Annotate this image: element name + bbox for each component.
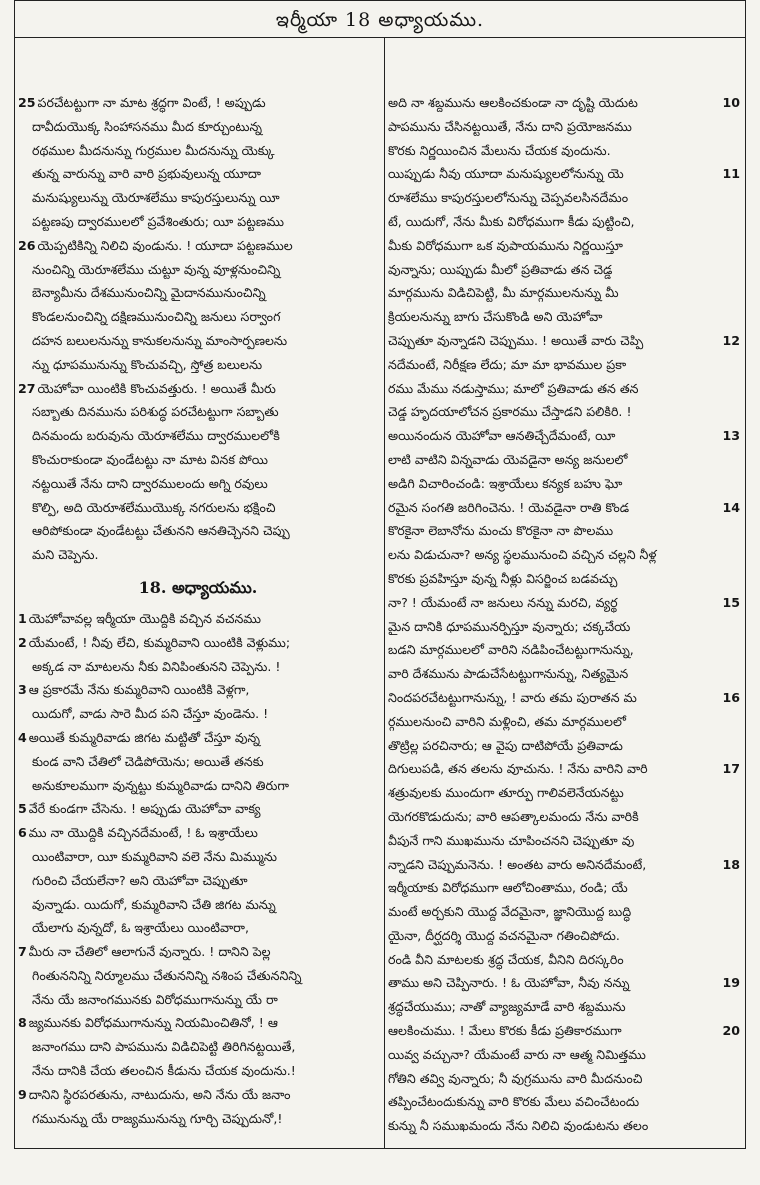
column-divider bbox=[384, 38, 385, 1148]
text-line bbox=[388, 948, 740, 972]
text-line bbox=[18, 678, 378, 702]
text-line bbox=[388, 91, 740, 115]
line-text: దినమందు బరువును యెరూశలేము ద్వారములలోకి bbox=[32, 428, 280, 444]
verse-number: 3 bbox=[18, 682, 27, 698]
text-line bbox=[388, 686, 740, 710]
line-text: అయితే కుమ్మరివాడు జిగట మట్టితో చేస్తూ వున్న bbox=[28, 729, 260, 745]
text-line bbox=[18, 234, 378, 258]
text-line bbox=[18, 893, 378, 917]
text-line bbox=[18, 916, 378, 940]
text-line bbox=[18, 631, 378, 655]
text-line bbox=[388, 377, 740, 401]
text-line bbox=[388, 1043, 740, 1067]
text-line bbox=[388, 757, 740, 781]
line-text: అది నా శబ్దమును ఆలకించకుండా నా దృష్టి యెదుట bbox=[388, 95, 638, 110]
line-text: క్రియలనున్ను బాగు చేసుకొండి అని యెహోవా bbox=[388, 309, 603, 325]
text-line bbox=[388, 615, 740, 639]
verse-number: 19 bbox=[720, 971, 740, 995]
text-line bbox=[388, 519, 740, 543]
line-text: అడిగి విచారించండి: ఇశ్రాయేలు కన్యక బహు ఘో bbox=[388, 475, 623, 491]
line-text: న్ను ధూపమునున్ను కొంచువచ్చి, స్తోత్ర బలులను bbox=[32, 356, 263, 372]
verse-number: 25 bbox=[18, 95, 36, 110]
text-line bbox=[18, 186, 378, 210]
verse-number: 7 bbox=[18, 944, 27, 960]
text-line bbox=[388, 448, 740, 472]
text-line bbox=[388, 424, 740, 448]
text-line bbox=[388, 638, 740, 662]
line-text: పరచేటట్టుగా నా మాట శ్రద్ధగా వింటే, ! అప్పుడు bbox=[37, 95, 266, 110]
text-line bbox=[18, 797, 378, 821]
page-title: ఇర్మీయా 18 అధ్యాయము. bbox=[275, 9, 485, 31]
verse-number: 2 bbox=[18, 634, 27, 650]
line-text: లను విడుచునా? అన్య స్థలమునుంచి వచ్చిన చల్లని నీళ్ల bbox=[388, 547, 657, 563]
verse-number: 10 bbox=[720, 91, 740, 115]
text-line bbox=[18, 1011, 378, 1035]
line-text: నుంచిన్ని యెరూశలేము చుట్టూ వున్న వూళ్లనుంచిన్ని bbox=[32, 261, 281, 277]
text-line bbox=[18, 139, 378, 163]
text-line bbox=[388, 1114, 740, 1138]
line-text: నిందపరచేటట్టుగానున్ను, ! వారు తమ పురాతన మ bbox=[388, 689, 637, 705]
line-text: శత్రువులకు ముందుగా తూర్పు గాలివలెనేయనట్టు bbox=[388, 785, 624, 801]
text-line bbox=[18, 607, 378, 631]
verse-number: 14 bbox=[720, 496, 740, 520]
text-line bbox=[18, 472, 378, 496]
line-text: జనాంగము దాని పాపమును విడిచిపెట్టి తిరిగినట్టయితే, bbox=[32, 1039, 296, 1055]
line-text: మంటే అర్చకుని యొద్ద వేదమైనా, జ్ఞానియొద్ద బుద్ధి bbox=[388, 904, 632, 920]
line-text: వేరే కుండగా చేసెను. ! అప్పుడు యెహోవా వాక్య bbox=[28, 801, 261, 817]
line-text: యిప్పుడు నీవు యూదా మనుష్యులలోనున్ను యె bbox=[388, 166, 624, 182]
text-line bbox=[388, 853, 740, 877]
line-text: యివ్వ వచ్చునా? యేమంటే వారు నా ఆత్మ నిమిత్తము bbox=[388, 1046, 646, 1062]
line-text: తున్న వారున్ను వారి వారి ప్రభువులున్న యూదా bbox=[32, 166, 262, 182]
line-text: మనుష్యులున్ను యెరూశలేము కాపురస్తులున్ను యీ bbox=[32, 190, 280, 206]
verse-number: 6 bbox=[18, 825, 27, 841]
text-line bbox=[18, 1035, 378, 1059]
text-line bbox=[388, 400, 740, 424]
text-line bbox=[388, 472, 740, 496]
text-line bbox=[388, 162, 740, 186]
text-line bbox=[18, 162, 378, 186]
verse-number: 1 bbox=[18, 610, 27, 626]
text-line bbox=[18, 964, 378, 988]
text-line bbox=[18, 258, 378, 282]
text-line bbox=[18, 424, 378, 448]
line-text: ము నా యొద్దికి వచ్చినదేమంటే, ! ఓ ఇశ్రాయేలు bbox=[28, 825, 258, 841]
text-line bbox=[18, 869, 378, 893]
line-text: వీపునే గాని ముఖమును చూపించనని చెప్పుతూ వు bbox=[388, 832, 635, 848]
line-text: రము మేము నడుస్తాము; మాలో ప్రతివాడు తన తన bbox=[388, 380, 639, 396]
line-text: చెప్పుతూ వున్నాడని చెప్పుము. ! అయితే వారు చెప్పి bbox=[388, 332, 644, 348]
text-line bbox=[18, 845, 378, 869]
line-text: వారి దేశమును పాడుచేసేటట్టుగానున్ను, నిత్యమైన bbox=[388, 666, 629, 682]
page-header bbox=[14, 0, 746, 38]
verse-number: 5 bbox=[18, 801, 27, 817]
line-text: అక్కడ నా మాటలను నీకు వినిపింతునని చెప్పెను. ! bbox=[32, 658, 281, 674]
text-line bbox=[18, 353, 378, 377]
line-text: ర్గములనుంచి వారిని మళ్లించి, తమ మార్గములలో bbox=[388, 713, 626, 729]
line-text: కొల్పి, అది యెరూశలేముయొక్క నగరులను భక్షించి bbox=[32, 499, 276, 515]
line-text: లాటి వాటిని విన్నవాడు యెవడైనా అన్య జనులలో bbox=[388, 451, 628, 467]
text-line bbox=[18, 91, 378, 115]
line-text: ఇర్మీయాకు విరోధముగా ఆలోచింతాము, రండి; యే bbox=[388, 880, 628, 896]
line-text: టే, యిదుగో, నేను మీకు విరోధముగా కీడు పుట్టించి, bbox=[388, 213, 635, 229]
line-text: నేను దానికి చేయ తలంచిన కీడును చేయక వుందును.! bbox=[32, 1063, 296, 1079]
line-text: మీకు విరోధముగా ఒక వుపాయమును నిర్ణయిస్తూ bbox=[388, 237, 623, 253]
line-text: గింతుననిన్ని నిర్మూలము చేతుననిన్ని నశింప చేతుననిన్ని bbox=[32, 967, 302, 983]
text-line bbox=[388, 139, 740, 163]
line-text: మార్గమును విడిచిపెట్టి, మీ మార్గములనున్ను మీ bbox=[388, 285, 619, 301]
text-line bbox=[18, 1083, 378, 1107]
text-line bbox=[18, 750, 378, 774]
line-text: నదేమంటే, నిరీక్షణ లేదు; మా మా భావముల ప్రకా bbox=[388, 356, 627, 372]
line-text: వున్నాడు. యిదుగో, కుమ్మరివాని చేతి జిగట మన్ను bbox=[32, 896, 276, 912]
text-line bbox=[388, 781, 740, 805]
line-text: కొండలనుంచిన్ని దక్షిణమునుంచిన్ని జనులు సర్వాంగ bbox=[32, 309, 281, 325]
text-line bbox=[18, 281, 378, 305]
line-text: కుండ వాని చేతిలో చెడిపోయెను; అయితే తనకు bbox=[32, 753, 264, 769]
text-line bbox=[18, 115, 378, 139]
text-line bbox=[18, 1107, 378, 1131]
line-text: రూశలేము కాపురస్తులలోనున్ను చెప్పవలసినదేమం bbox=[388, 190, 629, 206]
line-text: న్నాడని చెప్పుమనెను. ! అంతట వారు అనినదేమంటే, bbox=[388, 856, 647, 872]
line-text: ఆలకించుము. ! మేలు కొరకు కీడు ప్రతికారముగా bbox=[388, 1023, 622, 1039]
line-text: పాపమును చేసినట్టయితే, నేను దాని ప్రయోజనము bbox=[388, 118, 632, 134]
line-text: చెడ్డ హృదయాలోచన ప్రకారము చేస్తాడని పలికిరి. ! bbox=[388, 404, 632, 420]
line-text: రథముల మీదనున్ను గుర్రముల మీదనున్ను యెక్కు bbox=[32, 142, 275, 158]
verse-number: 18 bbox=[720, 853, 740, 877]
text-line bbox=[388, 567, 740, 591]
line-text: యైనా, దీర్ఘదర్శి యొద్ద వచనమైనా గతించిపోదు. bbox=[388, 927, 620, 943]
text-line bbox=[18, 702, 378, 726]
text-line bbox=[388, 234, 740, 258]
line-text: గోతిని తవ్వి వున్నారు; నీ వుగ్రమును వారి మీదనుంచి bbox=[388, 1070, 643, 1086]
text-line bbox=[18, 377, 378, 401]
line-text: మీరు నా చేతిలో ఆలాగునే వున్నారు. ! దానిని పెల్ల bbox=[28, 944, 271, 960]
text-line bbox=[18, 988, 378, 1012]
text-line bbox=[388, 876, 740, 900]
line-text: కొంచురాకుండా వుండేటట్టు నా మాట వినక పోయి bbox=[32, 451, 268, 467]
text-line bbox=[388, 805, 740, 829]
text-line bbox=[388, 971, 740, 995]
line-text: తొట్రిల్ల పరచినారు; ఆ వైపు దాటిపోయే ప్రతివాడు bbox=[388, 737, 623, 753]
line-text: నా? ! యేమంటే నా జనులు నన్ను మరచి, వ్యర్థ bbox=[388, 594, 618, 610]
line-text: కొరకు నిర్ణయించిన మేలును చేయక వుందును. bbox=[388, 142, 611, 158]
text-line bbox=[388, 829, 740, 853]
line-text: యెప్పటికిన్ని నిలిచి వుండును. ! యూదా పట్టణముల bbox=[37, 237, 293, 253]
text-line bbox=[388, 924, 740, 948]
line-text: ఆ ప్రకారమే నేను కుమ్మరివాని యింటికి వెళ్లగా, bbox=[28, 682, 250, 698]
line-text: పట్టణపు ద్వారములలో ప్రవేశింతురు; యీ పట్టణము bbox=[32, 213, 285, 229]
line-text: జ్యమునకు విరోధముగానున్ను నియమించితినో, ! ఆ bbox=[28, 1015, 278, 1031]
line-text: యేలాగు వున్నదో, ఓ ఇశ్రాయేలు యింటివారా, bbox=[32, 920, 249, 936]
line-text: దిగులుపడి, తన తలను వూచును. ! నేను వారిని వారి bbox=[388, 761, 648, 777]
line-text: కొరకు ప్రవహిస్తూ వున్న నీళ్లు విసర్జించ బడవచ్చు bbox=[388, 570, 618, 586]
line-text: నట్టయితే నేను దాని ద్వారములందు అగ్ని రవులు bbox=[32, 475, 268, 491]
text-line bbox=[18, 400, 378, 424]
text-line bbox=[18, 519, 378, 543]
text-line bbox=[18, 448, 378, 472]
text-line bbox=[388, 258, 740, 282]
text-line bbox=[18, 1059, 378, 1083]
verse-number: 4 bbox=[18, 729, 27, 745]
line-text: మని చెప్పెను. bbox=[32, 547, 99, 563]
line-text: అనుకూలముగా వున్నట్టు కుమ్మరివాడు దానిని తిరుగా bbox=[32, 777, 289, 793]
right-column bbox=[388, 91, 740, 1138]
page-bottom-rule bbox=[14, 1148, 746, 1149]
text-line bbox=[388, 186, 740, 210]
text-line bbox=[18, 543, 378, 567]
text-line bbox=[18, 655, 378, 679]
line-text: బడని మార్గములలో వారిని నడిపించేటట్టుగానున్ను, bbox=[388, 642, 634, 658]
text-line bbox=[388, 995, 740, 1019]
line-text: నేను యే జనాంగమునకు విరోధముగానున్ను యే రా bbox=[32, 991, 278, 1007]
verse-number: 16 bbox=[720, 686, 740, 710]
line-text: యెహోవావల్ల ఇర్మీయా యొద్దికి వచ్చిన వచనము bbox=[28, 610, 261, 626]
verse-number: 11 bbox=[720, 162, 740, 186]
text-line bbox=[18, 305, 378, 329]
verse-number: 27 bbox=[18, 380, 36, 396]
line-text: రమైన సంగతి జరిగించెను. ! యెవడైనా రాతి కొండ bbox=[388, 499, 630, 515]
text-line bbox=[388, 305, 740, 329]
line-text: కొరకైనా లెబానోను మంచు కొరకైనా నా పొలము bbox=[388, 523, 614, 539]
text-line bbox=[388, 496, 740, 520]
text-line bbox=[388, 543, 740, 567]
verse-number: 12 bbox=[720, 329, 740, 353]
line-text: అయినందున యెహోవా ఆనతిచ్చేదేమంటే, యీ bbox=[388, 428, 616, 444]
verse-number: 15 bbox=[720, 591, 740, 615]
text-line bbox=[18, 821, 378, 845]
text-line bbox=[388, 1067, 740, 1091]
text-line bbox=[18, 774, 378, 798]
text-line bbox=[18, 940, 378, 964]
text-line bbox=[388, 210, 740, 234]
text-line bbox=[388, 1090, 740, 1114]
line-text: తప్పించేటందుకున్ను వారి కొరకు మేలు వచించేటందు bbox=[388, 1094, 640, 1110]
text-line bbox=[18, 496, 378, 520]
line-text: గురించి చేయలేనా? అని యెహోవా చెప్పుతూ bbox=[32, 872, 248, 888]
left-column bbox=[18, 91, 378, 1130]
verse-number: 8 bbox=[18, 1015, 27, 1031]
line-text: వున్నాను; యిప్పుడు మీలో ప్రతివాడు తన చెడ్డ bbox=[388, 261, 613, 277]
line-text: దావీదుయొక్క సింహాసనము మీద కూర్చుంటున్న bbox=[32, 118, 263, 134]
line-text: మైన దానికి ధూపమునర్పిస్తూ వున్నారు; చక్కచేయ bbox=[388, 618, 631, 634]
verse-number: 20 bbox=[720, 1019, 740, 1043]
line-text: సబ్బాతు దినమును పరిశుద్ధ పరచేటట్టుగా సబ్బాతు bbox=[32, 404, 279, 420]
line-text: కున్ను నీ సముఖమందు నేను నిలిచి వుండుటను తలం bbox=[388, 1118, 649, 1134]
line-text: గమునున్ను యే రాజ్యమునున్ను గూర్చి చెప్పుదునో,! bbox=[32, 1110, 283, 1126]
text-line bbox=[388, 900, 740, 924]
line-text: తాము అని చెప్పినారు. ! ఓ యెహోవా, నీవు నన్ను bbox=[388, 975, 630, 991]
verse-number: 9 bbox=[18, 1086, 27, 1102]
line-text: శ్రద్ధచేయుము; నాతో వ్యాజ్యమాడే వారి శబ్దమును bbox=[388, 999, 626, 1015]
text-line bbox=[388, 281, 740, 305]
line-text: రండి వీని మాటలకు శ్రద్ధ చేయక, వీనిని దిరస్కరిం bbox=[388, 951, 624, 967]
text-line bbox=[388, 115, 740, 139]
verse-number: 13 bbox=[720, 424, 740, 448]
text-line bbox=[18, 329, 378, 353]
line-text: యిదుగో, వాడు సారె మీద పని చేస్తూ వుండెను. ! bbox=[32, 706, 269, 722]
verse-number: 17 bbox=[720, 757, 740, 781]
line-text: దహన బలులనున్ను కానుకలనున్ను మాంసార్పణలను bbox=[32, 332, 288, 348]
line-text: యేమంటే, ! నీవు లేచి, కుమ్మరివాని యింటికి వెళ్లుము; bbox=[28, 634, 291, 650]
line-text: ఆరిపోకుండా వుండేటట్టు చేతునని ఆనతిచ్చెనని చెప్పు bbox=[32, 523, 290, 539]
chapter-heading: 18. అధ్యాయము. bbox=[138, 577, 258, 597]
text-line bbox=[18, 726, 378, 750]
line-text: బెన్యామీను దేశమునుంచిన్ని మైదానమునుంచిన్ని bbox=[32, 285, 266, 301]
line-text: యెహోవా యింటికి కొంచువత్తురు. ! అయితే మీరు bbox=[37, 380, 276, 396]
text-line bbox=[388, 662, 740, 686]
line-text: యెగరకొడుదును; వారి ఆపత్కాలమందు నేను వారికి bbox=[388, 808, 639, 824]
text-line bbox=[388, 734, 740, 758]
text-line bbox=[18, 210, 378, 234]
verse-number: 26 bbox=[18, 237, 36, 253]
text-line bbox=[388, 710, 740, 734]
text-line bbox=[388, 591, 740, 615]
line-text: దానిని స్థిరపరతును, నాటుదును, అని నేను యే జనాం bbox=[28, 1086, 291, 1102]
text-line bbox=[388, 353, 740, 377]
line-text: యింటివారా, యీ కుమ్మరివాని వలె నేను మిమ్మును bbox=[32, 848, 277, 864]
text-line bbox=[388, 329, 740, 353]
text-line bbox=[388, 1019, 740, 1043]
